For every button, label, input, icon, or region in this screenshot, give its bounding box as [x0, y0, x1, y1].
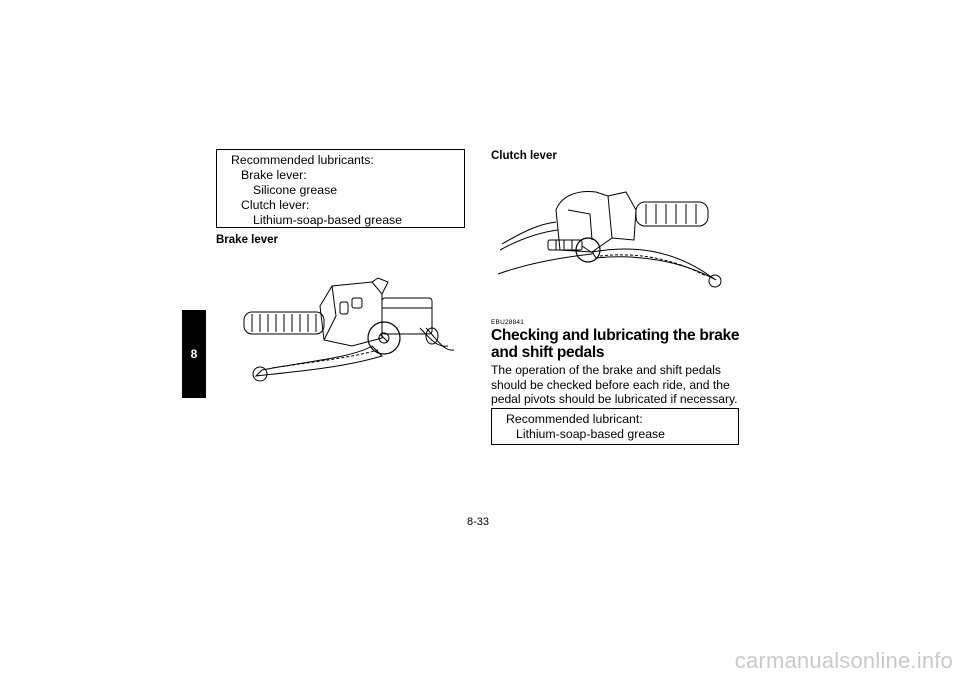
section-code: EBU28841 — [491, 319, 525, 326]
lubricants-title: Recommended lubricants: — [231, 153, 374, 167]
brake-lever-lubricant: Silicone grease — [253, 183, 338, 197]
page-number: 8-33 — [467, 516, 490, 528]
clutch-lever-label: Clutch lever: — [241, 198, 310, 212]
watermark: carmanualsonline.info — [734, 648, 953, 673]
clutch-lever-lubricant: Lithium-soap-based grease — [253, 213, 403, 227]
clutch-lever-illustration — [496, 180, 732, 290]
brake-lever-label: Brake lever: — [241, 168, 307, 182]
section-heading: Checking and lubricating the brake and shift pedals — [491, 327, 740, 361]
section-body: The operation of the brake and shift pedals should be checked before each ride, and the pedal pivots should be lubricated if necessary. — [491, 363, 738, 406]
recommended-lubricant-box — [491, 408, 739, 445]
lubricant-value: Lithium-soap-based grease — [516, 427, 666, 441]
recommended-lubricants-box — [216, 149, 465, 228]
lubricant-title: Recommended lubricant: — [506, 412, 643, 426]
brake-lever-caption: Brake lever — [216, 234, 279, 246]
clutch-lever-caption: Clutch lever — [491, 150, 557, 162]
chapter-number: 8 — [190, 347, 198, 361]
chapter-tab — [182, 310, 206, 398]
brake-lever-illustration — [232, 276, 460, 388]
